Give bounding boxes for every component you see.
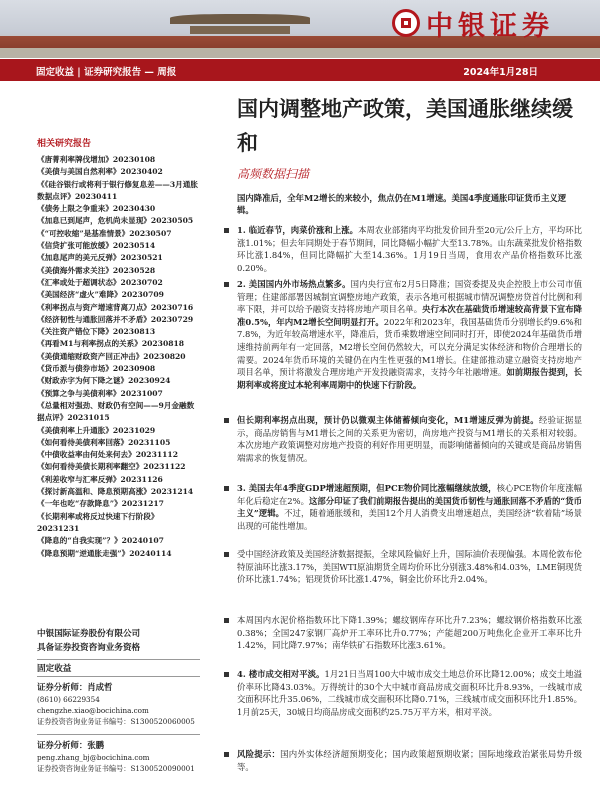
paragraph-lead: 2. 美国国内外市场热点繁多。 [237, 279, 351, 289]
paragraph-highlight: 央行本次在基础货币增速较高背景下宣布降准0.5%，年内M2增长空间明显打开。 [237, 304, 583, 327]
related-report[interactable]: 《货币派与债券市场》20230908 [37, 364, 156, 374]
bullet-icon [224, 228, 229, 233]
analyst-email[interactable]: chengzhe.xiao@bocichina.com [37, 706, 149, 715]
paragraph-text: 2022年和2023年，我国基础货币分别增长约9.6%和7.8%，为近年较高增速水平，降准后，货币乘数增速空间同时打开，即使2024年基础货币增速维持前两年有一定回落，M2增长空间仍然较大，可以充分满足实体经济和物价合理增长的需要。2024年货币环境的关键仍在内生性更强的M1增长。住建部推动建立融资支持房地产项目名单，预计将激发合理房地产开发投融资需求，支持今年社融增速。 [237, 316, 582, 378]
brand-logo [392, 6, 554, 40]
bullet-paragraph [224, 748, 582, 773]
related-report[interactable]: 《美国经济“虚火”难降》20230709 [37, 290, 164, 300]
related-report[interactable]: 《一年也吃“存款降息”》20231217 [37, 499, 164, 509]
related-report[interactable]: 《加息尾声的美元反弹》20230521 [37, 253, 163, 263]
paragraph-text: 受中国经济政策及美国经济数据提振，全球风险偏好上升，国际油价表现偏强。本周伦敦布伦特原油环比涨3.17%，美国WTI原油期货全周均价环比分别涨3.48%和4.03%，LME铜现货价环比涨1.74%；铝现货价环比涨1.47%，铜金比价环比升2.04%。 [237, 549, 582, 585]
bullet-paragraph [224, 224, 582, 274]
analyst-email[interactable]: peng.zhang_bj@bocichina.com [37, 753, 150, 762]
paragraph-lead: 1. 临近春节，肉菜价涨和上涨。 [237, 225, 359, 235]
related-report[interactable]: 《如何看待美债长期利率翻空》20231122 [37, 462, 186, 472]
report-title: 国内调整地产政策，美国通胀继续缓和 [237, 96, 573, 155]
analyst-card [37, 738, 195, 774]
related-report[interactable]: 《美债利率上升通胀》20231029 [37, 425, 156, 435]
bullet-icon [224, 486, 229, 491]
related-report[interactable]: 《财政赤字为何下降之谜》20230924 [37, 376, 171, 386]
bullet-paragraph [224, 414, 582, 464]
paragraph-lead: 3. 美国去年4季度GDP增速超预期，但PCE物价同比涨幅继续放缓， [237, 483, 497, 493]
bullet-icon [224, 418, 229, 423]
brand-name: 中银证券 [426, 10, 554, 42]
bullet-paragraph [224, 548, 582, 586]
related-report[interactable]: 《经济韧性与通胀回落并不矛盾》20230729 [37, 314, 194, 324]
sector-label: 固定收益 [37, 664, 72, 674]
related-report[interactable]: 《《硅谷银行或将利于银行修复息差——3月通胀数据点评》20230411 [37, 179, 198, 201]
analyst-label: 证券分析师： [37, 682, 88, 692]
related-report[interactable]: 《美债通缩财政资产回正冲击》20230820 [37, 351, 186, 361]
analyst-name: 肖成哲 [87, 682, 113, 692]
related-report[interactable]: 《预算之争与美债利率》20231007 [37, 388, 163, 398]
related-report[interactable]: 《如何看待美债利率回落》20231105 [37, 437, 171, 447]
related-report[interactable]: 《再看M1与利率拐点的关系》20230818 [37, 339, 185, 349]
paragraph-text: 国内央行宣布2月5日降准；国资委提及央企控股上市公司市值管理；住建部部署因城制宜调整房地产政策，表示各地可根据城市情况调整房贷首付比例和利率下限，并可以给予融资支持将房地产项目名单。 [237, 279, 582, 315]
bullet-icon [224, 672, 229, 677]
paragraph-text: 不过，随着通胀缓和，美国12个月人消费支出增速超点，美国经济“软着陆”场景出现的可能性增加。 [237, 508, 582, 531]
report-date: 2024年1月28日 [463, 67, 538, 78]
analyst-phone: (8610) 66229354 [37, 695, 100, 704]
bullet-paragraph [224, 482, 582, 532]
related-report[interactable]: 《中债收益率由何处来何去》20231112 [37, 450, 178, 460]
related-report[interactable]: 《加息已到尾声，危机尚未显现》20230505 [37, 216, 194, 226]
related-report[interactable]: 《信贷扩张可能放缓》20230514 [37, 241, 156, 251]
related-report[interactable]: 《关注资产错位下降》20230813 [37, 327, 156, 337]
related-report[interactable]: 《总量相对强劲、财政仍有空间——9月金融数据点评》20231015 [37, 400, 195, 423]
report-header-bar [0, 59, 600, 81]
report-category: 固定收益 | 证券研究报告 — 周报 [36, 67, 177, 78]
related-report[interactable]: 《探讨新高温和、降息预期高涨》20231214 [37, 487, 194, 497]
bullet-icon [224, 618, 229, 623]
report-subtitle: 高频数据扫描 [237, 167, 310, 181]
paragraph-lead: 4. 楼市成交相对平淡。 [237, 669, 325, 679]
analyst-cert: 证券投资咨询业务证书编号：S1300520060005 [37, 717, 195, 726]
paragraph-text: 本周国内水泥价格指数环比下降1.39%；螺纹钢库存环比升7.23%；螺纹钢价格指数环比涨0.38%；全国247家钢厂高炉开工率环比升0.77%；产能超200万吨焦化企业开工率环比升1.42%，同比降7.97%；南华铁矿石指数环比涨3.61%。 [237, 615, 582, 651]
related-report[interactable]: 《“可控收缩”是基准情景》20230507 [37, 228, 172, 238]
courtyard [0, 48, 600, 58]
paragraph-text: 核心PCE物价年度涨幅年化后稳定在2%。 [237, 483, 583, 506]
palace-roof-lower [190, 26, 290, 34]
related-report[interactable]: 《利率拐点与资产增速背离刀点》20230716 [37, 302, 194, 312]
related-reports-list [37, 154, 200, 560]
bullet-paragraph [224, 668, 582, 718]
analyst-label: 证券分析师： [37, 740, 88, 750]
report-summary: 国内降准后，全年M2增长的来较小，焦点仍在M1增速。美国4季度通胀印证货币主义逻辑。 [237, 193, 567, 216]
bullet-paragraph [224, 614, 582, 652]
related-report[interactable]: 《降息的“自我实现”？》20240107 [37, 536, 164, 546]
related-reports-title: 相关研究报告 [37, 139, 92, 149]
bullet-icon [224, 552, 229, 557]
divider [37, 659, 200, 660]
related-report[interactable]: 《债务上限之争重来》20230430 [37, 204, 156, 214]
paragraph-lead: 但长期利率拐点出现，预计仍以微观主体储蓄倾向变化，M1增速反弹为前提。 [237, 415, 539, 425]
related-report[interactable]: 《长期利率或将反过快速下行阶段》20231231 [37, 511, 159, 533]
company-qualification: 具备证券投资咨询业务资格 [37, 643, 141, 653]
related-report[interactable]: 《利差收窄与汇率反弹》20231126 [37, 474, 163, 484]
header-banner [0, 0, 600, 58]
risk-label: 风险提示： [237, 749, 281, 759]
paragraph-highlight: 这部分印证了我们前期报告提出的美国货币韧性与通胀回落不矛盾的“货币主义”逻辑。 [237, 495, 582, 519]
company-info [37, 627, 140, 655]
company-name: 中银国际证券股份有限公司 [37, 629, 141, 639]
paragraph-highlight: 如前期报告提到，长期利率或将度过本轮利率周期中的快速下行阶段。 [237, 367, 583, 390]
divider [37, 676, 200, 677]
divider [37, 734, 200, 735]
analyst-card [37, 680, 195, 727]
analyst-name: 张鹏 [87, 740, 104, 750]
paragraph-text: 国内外实体经济超预期变化；国内政策超预期收紧；国际地缘政治紧张局势升级等。 [237, 749, 583, 772]
related-report[interactable]: 《美债与美国自然利率》20230402 [37, 167, 163, 177]
boc-logo-icon [392, 9, 420, 37]
related-report[interactable]: 《降息预期“逆通胀走强”》20240114 [37, 548, 172, 558]
paragraph-text: 本周农业部猪肉平均批发价回升至20元/公斤上方，平均环比涨1.01%；但去年同期处于春节期间，同比降幅小幅扩大至13.78%。山东蔬菜批发价格指数环比涨1.84%，但同比降幅扩大至14.36%。1月19日当周，食用农产品价格指数环比涨0.20%。 [237, 225, 582, 273]
bullet-icon [224, 282, 229, 287]
sidebar [37, 82, 200, 798]
bullet-icon [224, 752, 229, 757]
related-report[interactable]: 《美债海外需求关注》20230528 [37, 265, 156, 275]
bullet-paragraph [224, 278, 582, 391]
related-report[interactable]: 《唐菁利率牌伐增加》20230108 [37, 155, 156, 164]
paragraph-text: 1月21日当周100大中城市成交土地总价环比降12.00%；成交土地溢价率环比降43.03%。万得统计的30个大中城市商品房成交面积环比升8.93%，一线城市成交面积环比升35.06%，二线城市成交面积环比降0.71%，三线城市成交面积环比升1.85%。1月前25天，30城日均商品房成交面积约25.75万平方米，相对平淡。 [237, 669, 582, 717]
related-report[interactable]: 《汇率或处于超调状态》20230702 [37, 277, 163, 287]
paragraph-text: 经验证据显示，商品房销售与M1增长之间的关系更为密切，尚房地产投资与M1增长的关系相对较弱。本次房地产政策调整对房地产投资的利好作用更明显，而影响储蓄倾向的关键或是商品房销售端需求的恢复情况。 [237, 415, 582, 463]
analyst-cert: 证券投资咨询业务证书编号：S1300520090001 [37, 764, 195, 773]
palace-roof [170, 14, 310, 24]
